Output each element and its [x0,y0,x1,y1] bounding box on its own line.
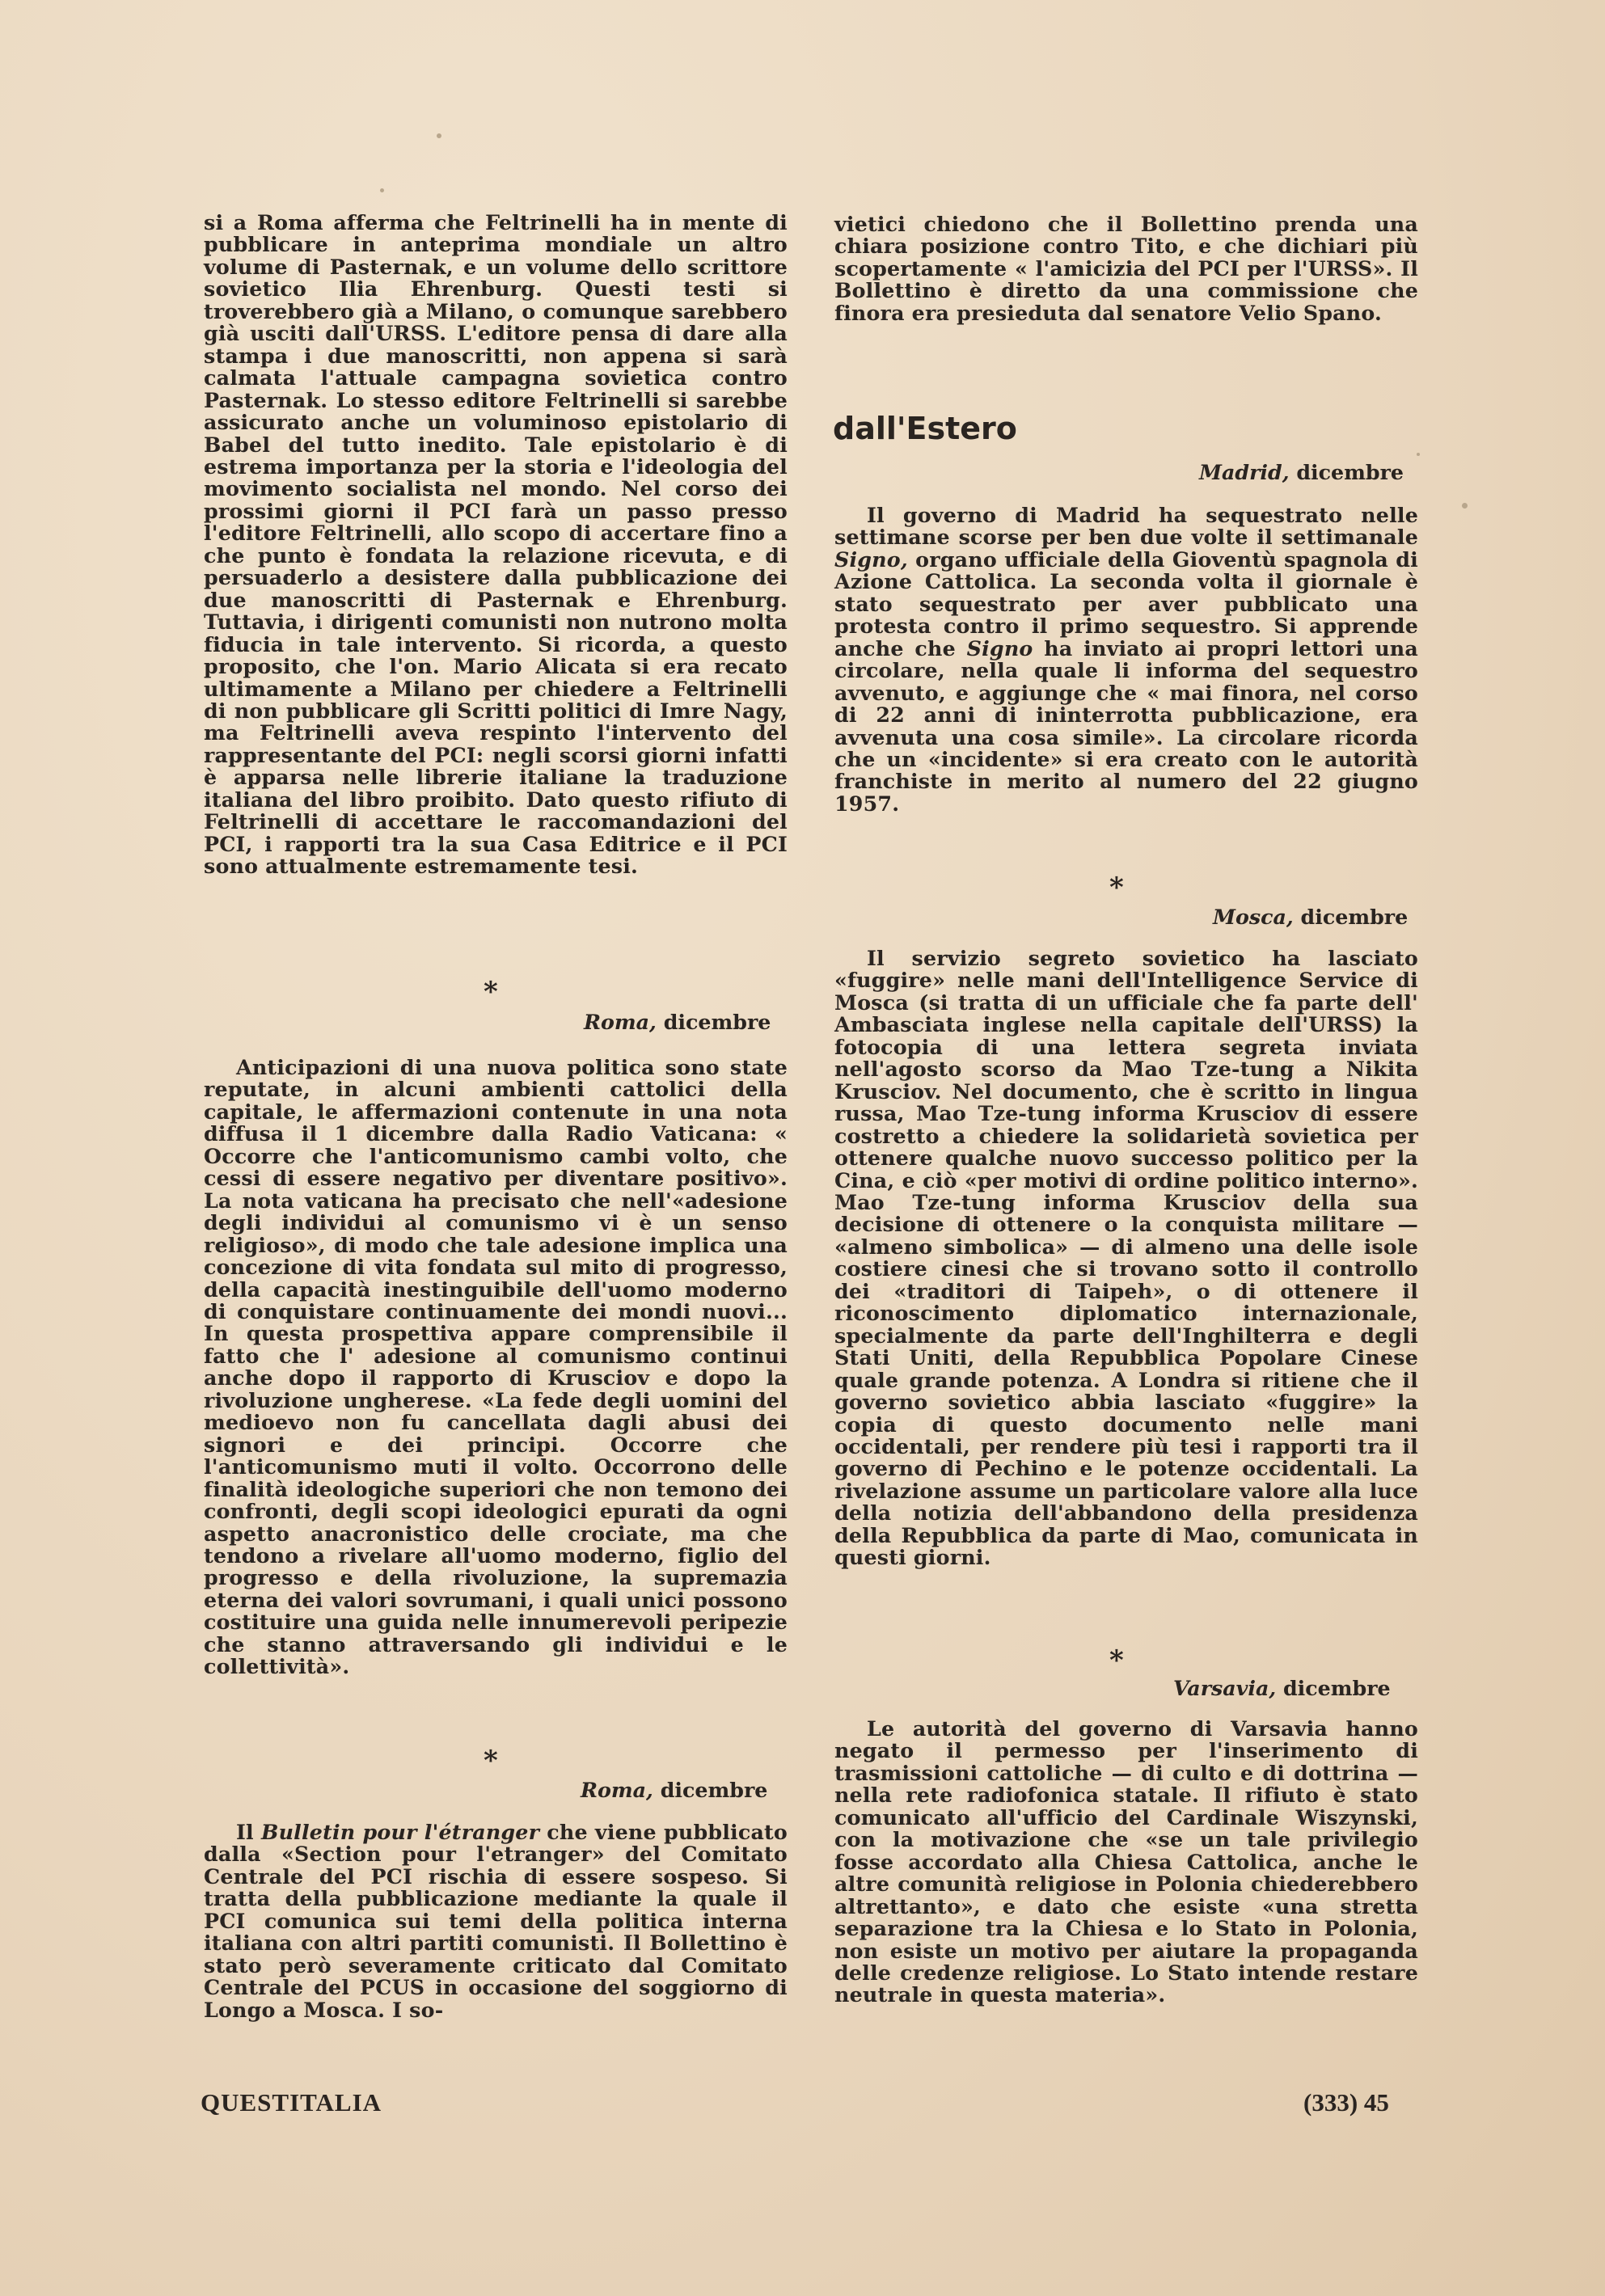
dateline-month: dicembre [1282,1676,1391,1700]
separator-asterisk: * [484,976,498,1008]
text-run: Il governo di Madrid ha sequestrato nelle settimane scorse per ben due volte il settimanale [834,503,1418,550]
paper-speck [1417,453,1420,456]
paragraph: Le autorità del governo di Varsavia hanno negato il permesso per l'inserimento di trasmissioni cattoliche — di culto e di dottrina — nella rete radiofonica statale. Il rifiuto è stato comunicato all'ufficio del Cardinale Wiszynski, con la motivazione che «se un tale privilegio fosse accordato alla Chiesa Cattolica, anche le altre comunità religiose in Polonia chiederebbero altrettanto», e dato che esiste «una stretta separazione tra la Chiesa e lo Stato in Polonia, non esiste un motivo per aiutare la propaganda delle credenze religiose. Lo Stato intende restare neutrale in questa materia». [834,1716,1418,2007]
paper-speck [1462,503,1468,509]
text-run: organo ufficiale della Gioventù spagnola di Azione Cattolica. La seconda volta il giornale è stato sequestrato per aver pubblicato una protesta contro il primo sequestro. Si apprende anche che [834,547,1418,661]
paragraph: si a Roma afferma che Feltrinelli ha in mente di pubblicare in anteprima mondiale un altro volume di Pasternak, e un volume dello scrittore sovietico Ilia Ehrenburg. Questi testi si troverebbero già a Milano, o comunque sarebbero già usciti dall'URSS. L'editore pensa di dare alla stampa i due manoscritti, non appena si sarà calmata l'attuale campagna sovietica contro Pasternak. Lo stesso editore Feltrinelli si sarebbe assicurato anche un voluminoso epistolario di Babel del tutto inedito. Tale epistolario è di estrema importanza per la storia e l'ideologia del movimento socialista nel mondo. Nel corso dei prossimi giorni il PCI farà un passo presso l'editore Feltrinelli, allo scopo di accertare fino a che punto è fondata la relazione ricevuta, e di persuaderlo a desistere dalla pubblicazione dei due manoscritti di Pasternak e Ehrenburg. Tuttavia, i dirigenti comunisti non nutrono molta fiducia in tale intervento. Si ricorda, a questo proposito, che l'on. Mario Alicata si era recato ultimamente a Milano per chiedere a Feltrinelli di non pubblicare gli Scritti politici di Imre Nagy, ma Feltrinelli aveva respinto l'intervento del rappresentante del PCI: negli scorsi giorni infatti è apparsa nelle librerie italiane la traduzione italiana del libro proibito. Dato questo rifiuto di Feltrinelli di accettare le raccomandazioni del PCI, i rapporti tra la sua Casa Editrice e il PCI sono attualmente estremamente tesi. [204,210,788,879]
dateline-madrid [1199,461,1404,483]
dateline-mosca [1213,905,1408,928]
dateline-month: dicembre [660,1778,768,1802]
publication-title: Signo [966,635,1033,661]
separator-asterisk: * [1109,1644,1124,1677]
text-run: Il [236,1820,261,1844]
paragraph: Anticipazioni di una nuova politica sono state reputate, in alcuni ambienti cattolici della capitale, le affermazioni contenute in una nota diffusa il 1 dicembre dalla Radio Vaticana: « Occorre che l'anticomunismo cambi volto, che cessi di essere negativo per diventare positivo». La nota vaticana ha precisato che nell'«adesione degli individui al comunismo vi è un senso religioso», di modo che tale adesione implica una concezione di vita fondata sul mito di progresso, della capacità inestinguibile dell'uomo moderno di conquistare continuamente dei mondi nuovi... In questa prospettiva appare comprensibile il fatto che l' adesione al comunismo continui anche dopo il rapporto di Krusciov e dopo la rivoluzione ungherese. «La fede degli uomini del medioevo non fu cancellata dagli abusi dei signori e dei principi. Occorre che l'anticomunismo muti il volto. Occorrono delle finalità ideologiche superiori che non temono dei confronti, degli scopi ideologici epurati da ogni aspetto anacronistico delle crociate, ma che tendono a rivelare all'uomo moderno, figlio del progresso e della rivoluzione, la supremazia eterna dei valori sovrumani, i quali unici possono costituire una guida nelle innumerevoli peripezie che stanno attraversando gli individui e le collettività». [204,1055,788,1679]
magazine-name: QUESTITALIA [201,2088,382,2117]
publication-title: Signo, [834,547,908,572]
left-article-continued [204,212,788,878]
dateline-city: Mosca, [1213,905,1294,929]
paragraph [834,504,1418,815]
dateline-roma-2 [581,1779,767,1801]
separator-asterisk: * [484,1745,498,1777]
left-article-bulletin [204,1821,788,2021]
left-article-vatican [204,1057,788,1678]
dateline-city: Madrid, [1199,460,1290,484]
dateline-roma-1 [584,1011,771,1033]
dateline-month: dicembre [663,1010,771,1034]
text-run: che viene pubblicato dalla «Section pour l'etranger» del Comitato Centrale del PCI rischia di essere sospeso. Si tratta della pubblicazione mediante la quale il PCI comunica sui temi della politica interna italiana con altri partiti comunisti. Il Bollettino è stato però severamente criticato dal Comitato Centrale del PCUS in occasione del soggiorno di Longo a Mosca. I so- [204,1820,788,2022]
separator-asterisk: * [1109,872,1124,904]
paper-speck [437,133,441,138]
right-article-varsavia [834,1718,1418,2007]
publication-title: Bulletin pour l'étranger [261,1820,540,1844]
page-number: (333) 45 [1303,2088,1389,2117]
paragraph [204,1821,788,2021]
dateline-city: Varsavia, [1173,1676,1277,1700]
text-run: ha inviato ai propri lettori una circolare, nella quale li informa del sequestro avvenuto, e aggiunge che « mai finora, nel corso di 22 anni di ininterrotta pubblicazione, era avvenuta una cosa simile». La circolare ricorda che un «incidente» si era creato con le autorità franchiste in merito al numero del 22 giugno 1957. [834,635,1418,816]
paper-speck [380,188,384,192]
dateline-varsavia [1173,1677,1391,1699]
right-article-continued [834,213,1418,324]
paragraph: vietici chiedono che il Bollettino prenda una chiara posizione contro Tito, e che dichiari più scopertamente « l'amicizia del PCI per l'URSS». Il Bollettino è diretto da una commissione che finora era presieduta dal senatore Velio Spano. [834,212,1418,325]
dateline-city: Roma, [584,1010,657,1034]
dateline-month: dicembre [1296,460,1404,484]
paragraph: Il servizio segreto sovietico ha lasciato «fuggire» nelle mani dell'Intelligence Service di Mosca (si tratta di un ufficiale che fa parte dell' Ambasciata inglese nella capitale dell'URSS) la fotocopia di una lettera segreta inviata nell'agosto scorso da Mao Tze-tung a Nikita Krusciov. Nel documento, che è scritto in lingua russa, Mao Tze-tung informa Krusciov di essere costretto a chiedere la solidarietà sovietica per ottenere qualche nuovo successo politico per la Cina, e ciò «per motivi di ordine politico interno». Mao Tze-tung informa Krusciov della sua decisione di ottenere o la conquista militare — «almeno simbolica» — di almeno una delle isole costiere cinesi che si trovano sotto il controllo dei «traditori di Taipeh», o di ottenere il riconoscimento diplomatico internazionale, specialmente da parte dell'Inghilterra e degli Stati Uniti, della Repubblica Popolare Cinese quale grande potenza. A Londra si ritiene che il governo sovietico abbia lasciato «fuggire» la copia di questo documento nelle mani occidentali, per rendere più tesi i rapporti tra il governo di Pechino e le potenze occidentali. La rivelazione assume un particolare valore alla luce della notizia dell'abbandono della presidenza della Repubblica da parte di Mao, comunicata in questi giorni. [834,946,1418,1570]
dateline-city: Roma, [581,1778,653,1802]
right-article-madrid [834,504,1418,815]
right-article-mosca [834,948,1418,1569]
section-title: dall'Estero [833,411,1017,446]
dateline-month: dicembre [1300,905,1409,929]
